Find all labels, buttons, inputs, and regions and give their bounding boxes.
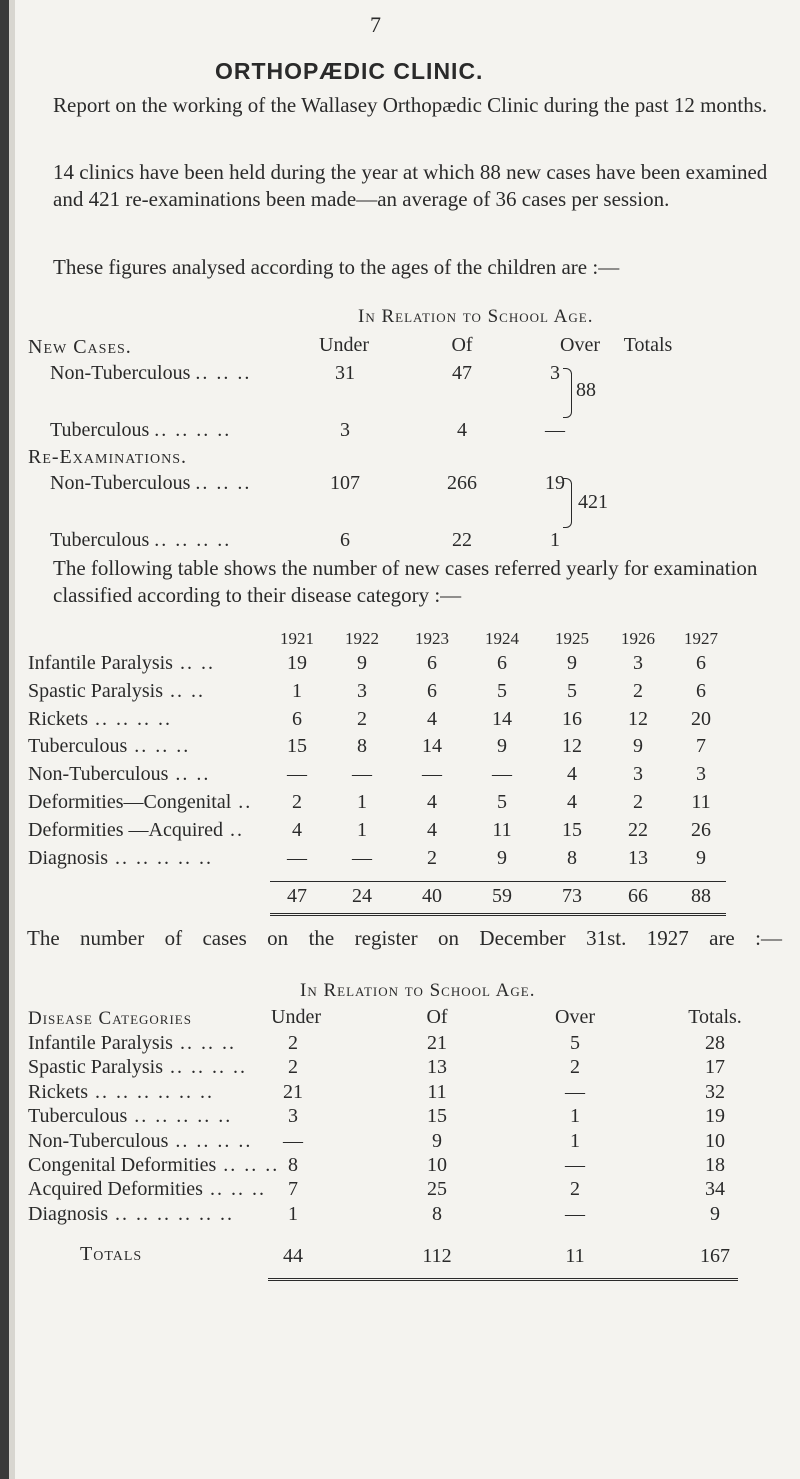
table1-row-label: Tuberculous .. .. .. .. [50, 419, 232, 441]
table1-cell: 22 [452, 529, 472, 551]
table2-cell: 4 [427, 791, 437, 813]
table2-cell: 15 [287, 735, 307, 758]
table2-cell: 13 [628, 846, 648, 869]
table2-year: 1926 [621, 629, 655, 648]
table1-section-new-cases: New Cases. [28, 336, 132, 358]
table1-cell: 266 [447, 472, 477, 494]
table2-cell: 16 [562, 707, 582, 730]
table3-row-label: Diagnosis .. .. .. .. .. .. [28, 1202, 234, 1225]
table3-cell: 5 [570, 1032, 580, 1054]
table1-row-label: Non-Tuberculous .. .. .. [50, 472, 252, 494]
table3-cell: 34 [705, 1178, 725, 1201]
table2-row-label-text: Tuberculous [28, 735, 128, 758]
table3-row-label: Non-Tuberculous .. .. .. .. [28, 1129, 253, 1152]
table2-cell: 7 [696, 735, 706, 758]
table2-cell: 9 [497, 735, 507, 758]
table2-row-label: Infantile Paralysis .. .. [28, 652, 215, 674]
table3-total-over: 11 [565, 1245, 585, 1267]
table2-total-rule [270, 881, 726, 882]
table3-row-label: Infantile Paralysis .. .. .. [28, 1032, 236, 1054]
table2-cell: 6 [696, 652, 706, 674]
table2-year: 1927 [684, 629, 718, 648]
table2-intro-paragraph [27, 555, 782, 609]
table2-cell: 5 [567, 679, 577, 702]
table2-cell: 9 [357, 652, 367, 674]
table2-cell: 3 [696, 763, 706, 786]
table2-cell: 9 [696, 846, 706, 869]
table3-cell: 3 [288, 1105, 298, 1128]
table3-cell: 11 [427, 1080, 447, 1103]
table1-cell: 3 [340, 419, 350, 441]
table1-brace [563, 368, 572, 418]
table3-group-header: In Relation to School Age. [300, 980, 536, 1001]
table2-row-label: Deformities—Congenital .. [28, 791, 253, 813]
table1-cell: 107 [330, 472, 360, 494]
table3-row-label: Spastic Paralysis .. .. .. .. [28, 1056, 247, 1079]
table3-cell: 8 [288, 1154, 298, 1176]
table2-cell: 4 [567, 791, 577, 813]
table2-cell: 2 [633, 791, 643, 813]
table3-intro-line: The number of cases on the register on December 31st. 1927 are :— [27, 926, 782, 950]
table2-cell: 15 [562, 818, 582, 841]
table2-cell: 12 [628, 707, 648, 730]
table2-cell: 6 [427, 652, 437, 674]
table2-cell: 2 [427, 846, 437, 869]
table3-row-label-text: Infantile Paralysis [28, 1032, 173, 1054]
table3-row-label: Acquired Deformities .. .. .. [28, 1178, 266, 1201]
clinics-paragraph [27, 159, 782, 213]
table2-intro-text: The following table shows the number of new cases referred yearly for examination classified according to their disease category :— [53, 556, 758, 607]
table3-cell: 32 [705, 1080, 725, 1103]
table3-cell: 18 [705, 1154, 725, 1176]
table3-bottom-rule [268, 1278, 738, 1281]
table3-cell: 1 [570, 1129, 580, 1152]
table3-cell: 10 [705, 1129, 725, 1152]
table2-cell: 3 [633, 652, 643, 674]
table2-row-label-text: Infantile Paralysis [28, 652, 173, 674]
table3-cell: — [565, 1154, 585, 1176]
table3-row-label-text: Congenital Deformities [28, 1154, 217, 1176]
table2-cell: 5 [497, 791, 507, 813]
table1-section-reexaminations: Re-Examinations. [28, 446, 187, 468]
table2-cell: 1 [357, 818, 367, 841]
page-binding-shadow [9, 0, 15, 1479]
table3-cell: 19 [705, 1105, 725, 1128]
table2-cell: 19 [287, 652, 307, 674]
table3-cell: 2 [288, 1056, 298, 1079]
table2-row-label-text: Deformities —Acquired [28, 818, 223, 841]
table2-row-label-text: Non-Tuberculous [28, 763, 169, 786]
clinics-text: 14 clinics have been held during the year at which 88 new cases have been examined and 421 re-examinations been made—an average of 36 cases per session. [53, 160, 768, 211]
table3-cell: 10 [427, 1154, 447, 1176]
table2-row-label-text: Deformities—Congenital [28, 791, 232, 813]
table2-total-cell: 66 [628, 885, 648, 907]
table3-cell: 8 [432, 1202, 442, 1225]
table2-cell: 20 [691, 707, 711, 730]
table3-col-of: Of [426, 1006, 448, 1028]
table2-row-label: Non-Tuberculous .. .. [28, 763, 211, 786]
table2-cell: 26 [691, 818, 711, 841]
table2-cell: — [287, 763, 307, 786]
table3-row-label-text: Spastic Paralysis [28, 1056, 163, 1079]
table2-cell: 9 [497, 846, 507, 869]
table2-cell: 3 [633, 763, 643, 786]
table3-row-label: Congenital Deformities .. .. .. [28, 1154, 280, 1176]
table2-row-label: Rickets .. .. .. .. [28, 707, 172, 730]
table3-cell: 21 [427, 1032, 447, 1054]
table2-year: 1924 [485, 629, 519, 648]
table3-cell: 1 [570, 1105, 580, 1128]
table3-cell: 28 [705, 1032, 725, 1054]
table2-cell: 22 [628, 818, 648, 841]
table2-total-cell: 59 [492, 885, 512, 907]
table3-cell: 17 [705, 1056, 725, 1079]
table3-col-totals: Totals. [688, 1006, 742, 1028]
table3-cell: 15 [427, 1105, 447, 1128]
table2-cell: 8 [357, 735, 367, 758]
table3-cell: 2 [288, 1032, 298, 1054]
table2-cell: 1 [357, 791, 367, 813]
table1-brace [563, 478, 572, 528]
table3-cell: 21 [283, 1080, 303, 1103]
table1-col-over: Over [560, 334, 600, 356]
table1-group-header: In Relation to School Age. [358, 306, 594, 327]
table1-cell: 1 [550, 529, 560, 551]
table2-cell: — [287, 846, 307, 869]
table3-cell: — [565, 1080, 585, 1103]
table2-bottom-rule [270, 913, 726, 916]
table2-row-label: Diagnosis .. .. .. .. .. [28, 846, 213, 869]
table2-cell: — [492, 763, 512, 786]
table2-row-label: Deformities —Acquired .. [28, 818, 244, 841]
table2-cell: — [422, 763, 442, 786]
table2-row-label-text: Rickets [28, 707, 88, 730]
table2-cell: 2 [292, 791, 302, 813]
table2-cell: 6 [497, 652, 507, 674]
table1-cell: 4 [457, 419, 467, 441]
table3-cell: — [283, 1129, 303, 1152]
table2-total-cell: 73 [562, 885, 582, 907]
table2-cell: 6 [292, 707, 302, 730]
table1-cell: 19 [545, 472, 565, 494]
table2-cell: 4 [427, 818, 437, 841]
table2-cell: 4 [292, 818, 302, 841]
table3-row-label-text: Rickets [28, 1080, 88, 1103]
analysis-paragraph [27, 254, 782, 281]
table1-section-total: 88 [576, 379, 596, 401]
table3-total-under: 44 [283, 1245, 303, 1267]
table2-cell: 5 [497, 679, 507, 702]
table3-col-under: Under [271, 1006, 321, 1028]
page-title: ORTHOPÆDIC CLINIC. [215, 58, 484, 84]
table3-cell: 9 [432, 1129, 442, 1152]
table1-cell: 3 [550, 362, 560, 384]
analysis-text: These figures analysed according to the ages of the children are :— [53, 255, 620, 279]
table3-total-of: 112 [422, 1245, 452, 1267]
table2-cell: 11 [492, 818, 512, 841]
table2-cell: 11 [691, 791, 711, 813]
table2-row-label-text: Diagnosis [28, 846, 108, 869]
table3-col-over: Over [555, 1006, 595, 1028]
table2-cell: 12 [562, 735, 582, 758]
table3-cell: 2 [570, 1178, 580, 1201]
table2-cell: 3 [357, 679, 367, 702]
table2-cell: 14 [422, 735, 442, 758]
table2-cell: 4 [567, 763, 577, 786]
table3-cell: 9 [710, 1202, 720, 1225]
table2-cell: — [352, 846, 372, 869]
table2-cell: 6 [427, 679, 437, 702]
table2-cell: 6 [696, 679, 706, 702]
table3-cell: 25 [427, 1178, 447, 1201]
table3-row-label-text: Acquired Deformities [28, 1178, 203, 1201]
table3-row-label-text: Non-Tuberculous [28, 1129, 169, 1152]
intro-text: Report on the working of the Wallasey Orthopædic Clinic during the past 12 months. [53, 93, 768, 117]
table1-col-of: Of [451, 334, 473, 356]
table2-cell: 2 [633, 679, 643, 702]
table2-cell: 14 [492, 707, 512, 730]
table3-row-label-text: Diagnosis [28, 1202, 108, 1225]
table3-totals-label: Totals [80, 1243, 143, 1265]
intro-paragraph [27, 92, 782, 119]
table2-total-cell: 47 [287, 885, 307, 907]
table1-cell: 47 [452, 362, 472, 384]
table2-cell: 9 [567, 652, 577, 674]
table3-row-label: Tuberculous .. .. .. .. .. [28, 1105, 233, 1128]
table2-row-label-text: Spastic Paralysis [28, 679, 163, 702]
table2-cell: 1 [292, 679, 302, 702]
table2-total-cell: 24 [352, 885, 372, 907]
table3-cell: — [565, 1202, 585, 1225]
page-binding-edge [0, 0, 9, 1479]
table2-total-cell: 88 [691, 885, 711, 907]
table3-row-label: Rickets .. .. .. .. .. .. [28, 1080, 214, 1103]
table1-col-under: Under [319, 334, 369, 356]
table3-cell: 13 [427, 1056, 447, 1079]
table2-year: 1923 [415, 629, 449, 648]
table1-cell: 31 [335, 362, 355, 384]
table3-cell: 2 [570, 1056, 580, 1079]
table3-cell: 1 [288, 1202, 298, 1225]
page-number: 7 [370, 12, 381, 37]
table1-cell: 6 [340, 529, 350, 551]
table1-col-totals: Totals [623, 334, 673, 356]
table2-cell: — [352, 763, 372, 786]
table3-category-header: Disease Categories [28, 1008, 192, 1029]
table2-total-cell: 40 [422, 885, 442, 907]
table1-section-total: 421 [578, 491, 608, 513]
table2-year: 1922 [345, 629, 379, 648]
table3-cell: 7 [288, 1178, 298, 1201]
table2-row-label: Tuberculous .. .. .. [28, 735, 191, 758]
table1-row-label: Tuberculous .. .. .. .. [50, 529, 232, 551]
table2-cell: 9 [633, 735, 643, 758]
table2-row-label: Spastic Paralysis .. .. [28, 679, 205, 702]
table2-year: 1921 [280, 629, 314, 648]
table3-total-all: 167 [700, 1245, 730, 1267]
table3-row-label-text: Tuberculous [28, 1105, 128, 1128]
table2-year: 1925 [555, 629, 589, 648]
table1-cell: — [545, 419, 565, 441]
table2-cell: 8 [567, 846, 577, 869]
table2-cell: 4 [427, 707, 437, 730]
table2-cell: 2 [357, 707, 367, 730]
table1-row-label: Non-Tuberculous .. .. .. [50, 362, 252, 384]
